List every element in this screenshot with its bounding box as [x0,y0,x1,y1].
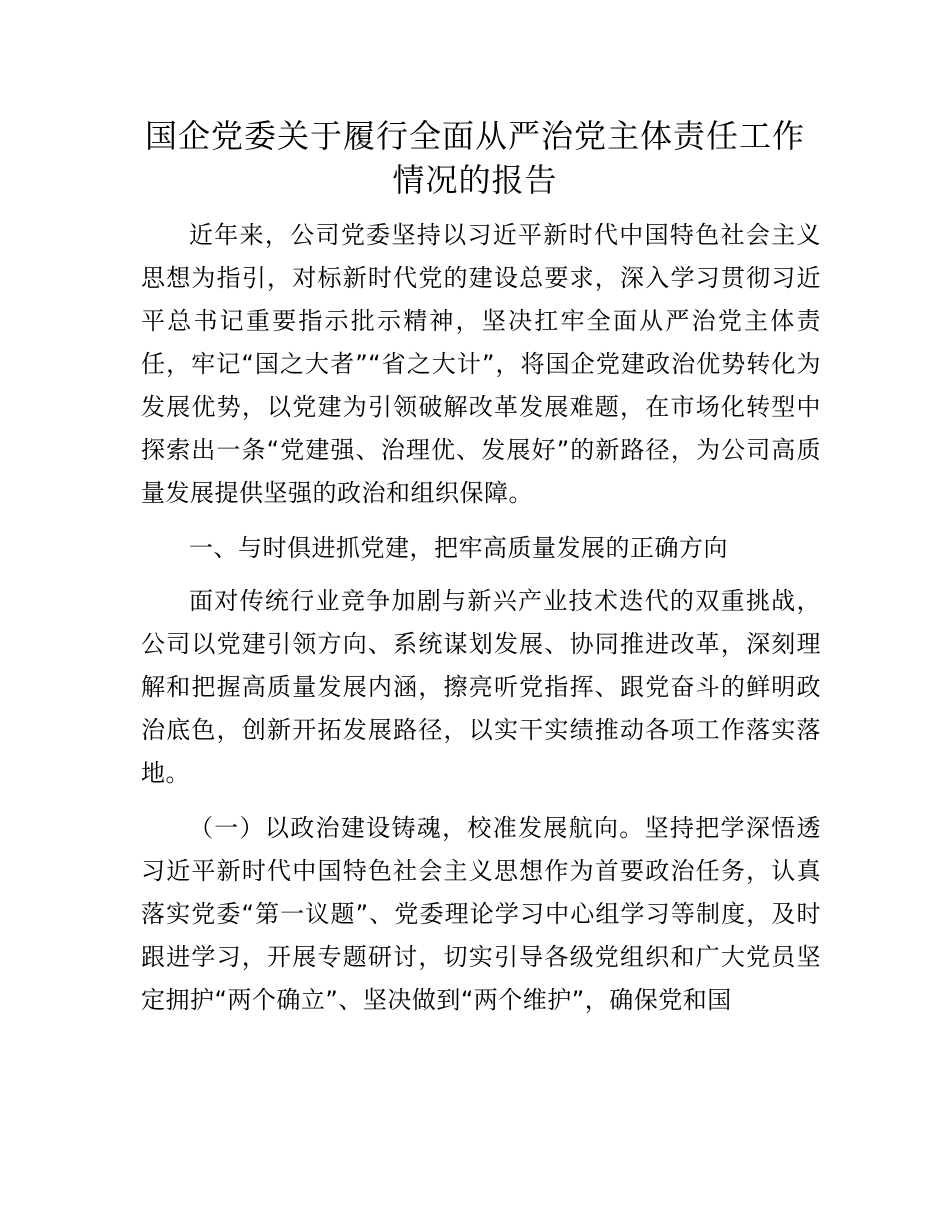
document-title-line-1: 国企党委关于履行全面从严治党主体责任工作 [144,117,805,155]
intro-paragraph: 近年来，公司党委坚持以习近平新时代中国特色社会主义思想为指引，对标新时代党的建设总要求，深入学习贯彻习近平总书记重要指示批示精神，坚决扛牢全面从严治党主体责任，牢记“国之大者”“省之大计”，将国企党建政治优势转化为发展优势，以党建为引领破解改革发展难题，在市场化转型中探索出一条“党建强、治理优、发展好”的新路径，为公司高质量发展提供坚强的政治和组织保障。 [141,221,821,507]
section-1-paragraph: 面对传统行业竞争加剧与新兴产业技术迭代的双重挑战，公司以党建引领方向、系统谋划发展、协同推进改革，深刻理解和把握高质量发展内涵，擦亮听党指挥、跟党奋斗的鲜明政治底色，创新开拓发展路径，以实干实绩推动各项工作落实落地。 [141,587,821,787]
section-heading-1: 一、与时俱进抓党建，把牢高质量发展的正确方向 [189,534,728,562]
subsection-1-paragraph: （一）以政治建设铸魂，校准发展航向。坚持把学深悟透习近平新时代中国特色社会主义思想作为首要政治任务，认真落实党委“第一议题”、党委理论学习中心组学习等制度，及时跟进学习，开展专题研讨，切实引导各级党组织和广大党员坚定拥护“两个确立”、坚决做到“两个维护”，确保党和国 [141,814,821,1014]
document-title-line-2: 情况的报告 [392,161,558,199]
